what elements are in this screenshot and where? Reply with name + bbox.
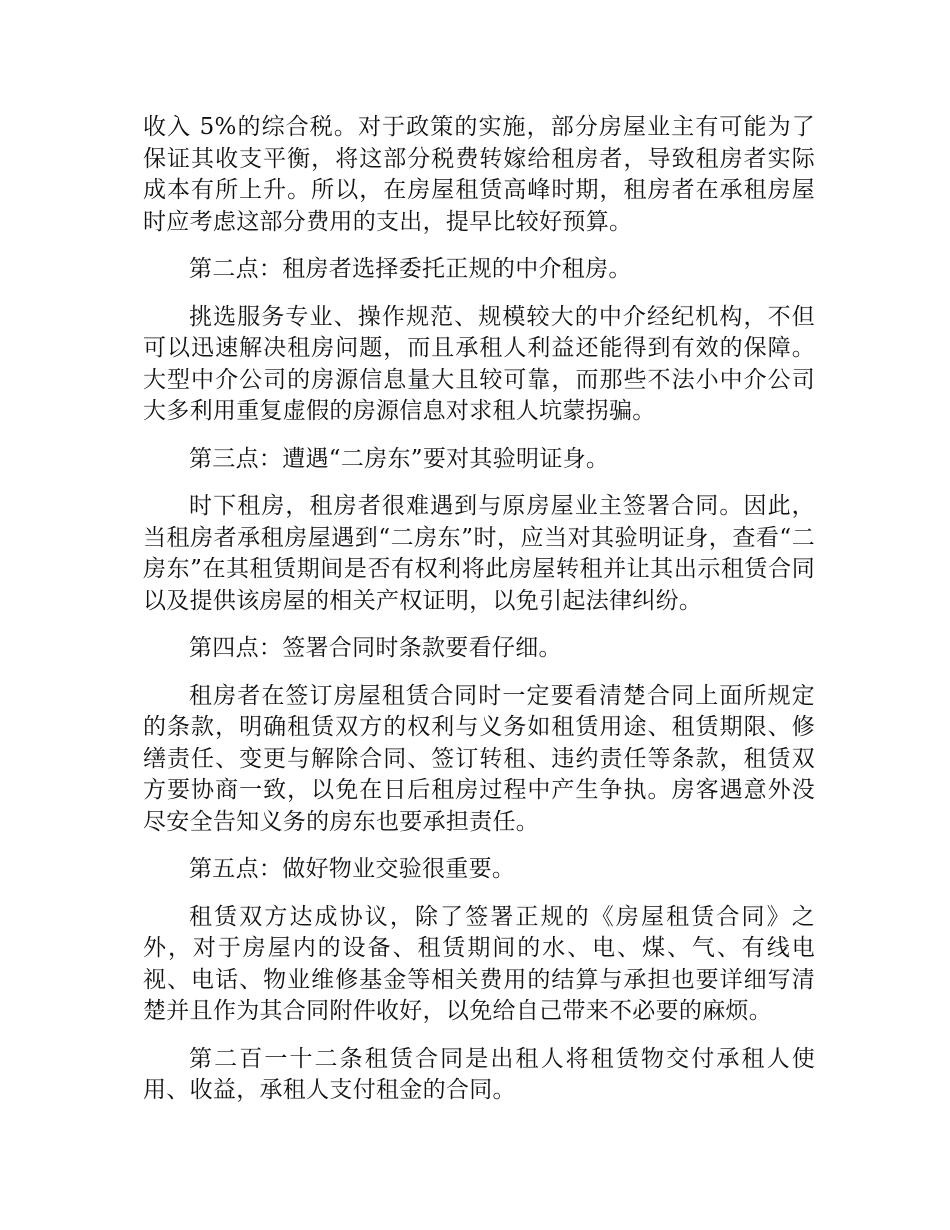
- document-body: [143, 112, 815, 1123]
- paragraph-point-5-heading: 第五点：做好物业交验很重要。: [189, 856, 516, 882]
- paragraph-point-2-heading: 第二点：租房者选择委托正规的中介租房。: [189, 256, 632, 282]
- paragraph-tax-note: 收入 5%的综合税。对于政策的实施，部分房屋业主有可能为了保证其收支平衡，将这部分税费转嫁给租房者，导致租房者实际成本有所上升。所以，在房屋租赁高峰时期，租房者在承租房屋时应考虑这部分费用的支出，提早比较好预算。: [143, 114, 815, 235]
- paragraph-point-5-body: 租赁双方达成协议，除了签署正规的《房屋租赁合同》之外，对于房屋内的设备、租赁期间的水、电、煤、气、有线电视、电话、物业维修基金等相关费用的结算与承担也要详细写清楚并且作为其合同附件收好，以免给自己带来不必要的麻烦。: [143, 903, 815, 1024]
- paragraph-point-3-heading: 第三点：遭遇“二房东”要对其验明证身。: [189, 445, 610, 472]
- paragraph-point-4-body: 租房者在签订房屋租赁合同时一定要看清楚合同上面所规定的条款，明确租赁双方的权利与义务如租赁用途、租赁期限、修缮责任、变更与解除合同、签订转租、违约责任等条款，租赁双方要协商一致，以免在日后租房过程中产生争执。房客遇意外没尽安全告知义务的房东也要承担责任。: [143, 682, 815, 835]
- paragraph-point-2-body: 挑选服务专业、操作规范、规模较大的中介经纪机构，不但可以迅速解决租房问题，而且承租人利益还能得到有效的保障。大型中介公司的房源信息量大且较可靠，而那些不法小中介公司大多利用重复虚假的房源信息对求租人坑蒙拐骗。: [143, 303, 815, 424]
- paragraph-article-212: 第二百一十二条租赁合同是出租人将租赁物交付承租人使用、收益，承租人支付租金的合同。: [143, 1045, 815, 1103]
- paragraph-point-3-body: 时下租房，租房者很难遇到与原房屋业主签署合同。因此，当租房者承租房屋遇到“二房东”时，应当对其验明证身，查看“二房东”在其租赁期间是否有权利将此房屋转租并让其出示租赁合同以及提供该房屋的相关产权证明，以免引起法律纠纷。: [143, 493, 815, 614]
- paragraph-point-4-heading: 第四点：签署合同时条款要看仔细。: [189, 635, 562, 661]
